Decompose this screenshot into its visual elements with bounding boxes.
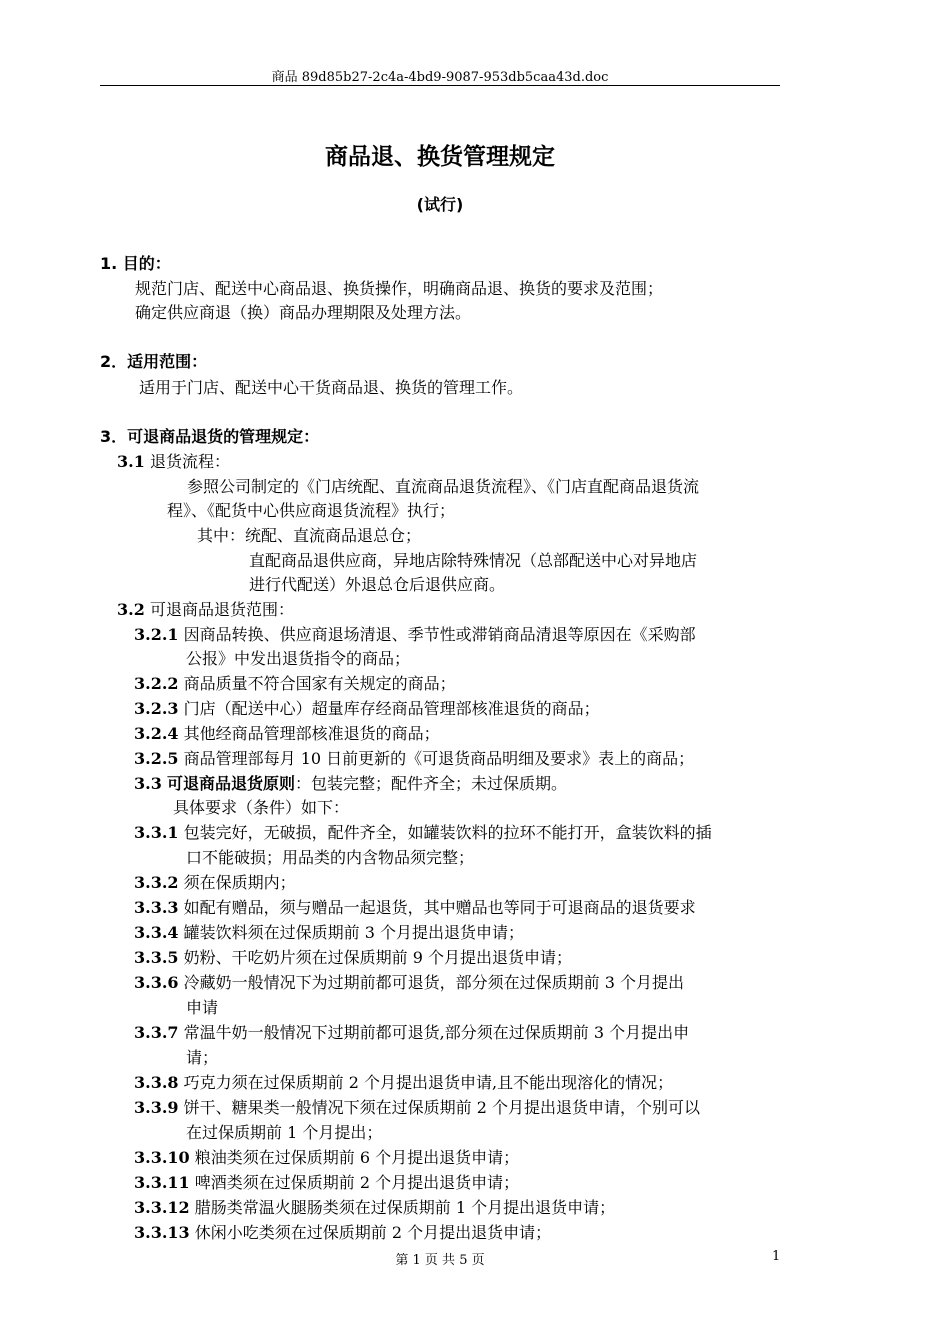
- document-subtitle: (试行): [416, 195, 464, 214]
- item-text: 退货流程：: [149, 452, 230, 471]
- item-text: 包装完好，无破损，配件齐全，如罐装饮料的拉环不能打开，盒装饮料的插: [183, 823, 712, 842]
- list-item-3-3-1: [134, 822, 712, 844]
- section-2-heading: 2．适用范围：: [100, 352, 208, 371]
- item-number: 3.3.2: [134, 873, 179, 892]
- item-number: 3.3.5: [134, 948, 179, 967]
- item-text: 可退商品退货范围：: [149, 600, 294, 619]
- item-number: 3.3.9: [134, 1098, 179, 1117]
- item-number: 3.2.3: [134, 699, 179, 718]
- list-item-3-3-5: [134, 947, 572, 969]
- list-item-continuation: 口不能破损；用品类的内含物品须完整；: [186, 848, 475, 867]
- list-item-3-3-12: [134, 1197, 615, 1219]
- list-item-3-3-8: [134, 1072, 673, 1094]
- item-text: 冷藏奶一般情况下为过期前都可退货，部分须在过保质期前 3 个月提出: [183, 973, 684, 992]
- list-item-3-3-4: [134, 922, 524, 944]
- item-text: 粮油类须在过保质期前 6 个月提出退货申请；: [194, 1148, 520, 1167]
- list-item-3-3-9: [134, 1097, 700, 1119]
- subsection-3-1-line: 直配商品退供应商，异地店除特殊情况（总部配送中心对异地店: [249, 551, 698, 570]
- list-item-3-3-2: [134, 872, 296, 894]
- list-item-continuation: 申请: [186, 998, 219, 1017]
- subsection-3-2: [117, 599, 294, 621]
- item-text: 罐装饮料须在过保质期前 3 个月提出退货申请；: [183, 923, 524, 942]
- item-number: 3.3.7: [134, 1023, 179, 1042]
- item-text: 啤酒类须在过保质期前 2 个月提出退货申请；: [194, 1173, 520, 1192]
- section-1-line: 确定供应商退（换）商品办理期限及处理方法。: [135, 303, 472, 322]
- subsection-3-1-line: 参照公司制定的《门店统配、直流商品退货流程》、《门店直配商品退货流: [187, 477, 700, 496]
- item-number: 3.3.12: [134, 1198, 190, 1217]
- item-text: 门店（配送中心）超量库存经商品管理部核准退货的商品；: [183, 699, 600, 718]
- item-text: 须在保质期内；: [183, 873, 296, 892]
- section-1-heading: 1. 目的：: [100, 254, 171, 273]
- item-number: 3.2.1: [134, 625, 179, 644]
- list-item-continuation: 公报》中发出退货指令的商品；: [186, 649, 411, 668]
- list-item-3-3-10: [134, 1147, 519, 1169]
- list-item-3-3-6: [134, 972, 684, 994]
- list-item-3-2-2: [134, 673, 456, 695]
- list-item-3-3-3: [134, 897, 696, 919]
- item-number: 3.1: [117, 452, 145, 471]
- item-text: 腊肠类常温火腿肠类须在过保质期前 1 个月提出退货申请；: [194, 1198, 616, 1217]
- item-text: 如配有赠品，须与赠品一起退货，其中赠品也等同于可退商品的退货要求: [183, 898, 696, 917]
- item-number: 3.3.10: [134, 1148, 190, 1167]
- item-text: 因商品转换、供应商退场清退、季节性或滞销商品清退等原因在《采购部: [183, 625, 696, 644]
- subsection-3-1-line: 其中：统配、直流商品退总仓；: [197, 526, 422, 545]
- item-number: 3.3.1: [134, 823, 179, 842]
- principle-text: ：包装完整；配件齐全；未过保质期。: [294, 774, 567, 793]
- item-number: 3.3: [134, 774, 162, 793]
- list-item-3-2-1: [134, 624, 696, 646]
- subsection-3-1-line: 进行代配送）外退总仓后退供应商。: [249, 575, 506, 594]
- list-item-3-3-7: [134, 1022, 689, 1044]
- item-text: 商品质量不符合国家有关规定的商品；: [183, 674, 456, 693]
- item-number: 3.2.5: [134, 749, 179, 768]
- list-item-3-3-13: [134, 1222, 551, 1244]
- page-number: 1: [772, 1249, 781, 1264]
- requirements-intro: 具体要求（条件）如下：: [173, 798, 350, 817]
- item-number: 3.3.4: [134, 923, 179, 942]
- list-item-continuation: 在过保质期前 1 个月提出；: [186, 1123, 383, 1142]
- list-item-3-2-4: [134, 723, 440, 745]
- section-1-line: 规范门店、配送中心商品退、换货操作，明确商品退、换货的要求及范围；: [135, 279, 664, 298]
- header-divider: [100, 85, 780, 86]
- item-text: 常温牛奶一般情况下过期前都可退货,部分须在过保质期前 3 个月提出申: [183, 1023, 690, 1042]
- item-text: 饼干、糖果类一般情况下须在过保质期前 2 个月提出退货申请，个别可以: [183, 1098, 700, 1117]
- page-footer: 第 1 页 共 5 页: [395, 1253, 485, 1268]
- subsection-3-1-line: 程》、《配货中心供应商退货流程》执行；: [167, 501, 456, 520]
- item-number: 3.2.4: [134, 724, 179, 743]
- item-number: 3.3.13: [134, 1223, 190, 1242]
- item-text: 休闲小吃类须在过保质期前 2 个月提出退货申请；: [194, 1223, 552, 1242]
- item-text: 其他经商品管理部核准退货的商品；: [183, 724, 440, 743]
- subsection-3-1: [117, 451, 230, 473]
- subsection-3-3: [134, 773, 567, 795]
- item-text: 巧克力须在过保质期前 2 个月提出退货申请,且不能出现溶化的情况；: [183, 1073, 674, 1092]
- document-header-filename: 商品 89d85b27-2c4a-4bd9-9087-953db5caa43d.doc: [271, 70, 609, 85]
- list-item-3-3-11: [134, 1172, 519, 1194]
- list-item-continuation: 请；: [186, 1048, 219, 1067]
- item-number: 3.2.2: [134, 674, 179, 693]
- item-number: 3.3.3: [134, 898, 179, 917]
- document-title: 商品退、换货管理规定: [325, 144, 555, 170]
- principle-label: 可退商品退货原则: [166, 774, 295, 793]
- section-2-line: 适用于门店、配送中心干货商品退、换货的管理工作。: [139, 378, 524, 397]
- list-item-3-2-3: [134, 698, 600, 720]
- item-text: 奶粉、干吃奶片须在过保质期前 9 个月提出退货申请；: [183, 948, 572, 967]
- section-3-heading: 3．可退商品退货的管理规定：: [100, 427, 320, 446]
- item-text: 商品管理部每月 10 日前更新的《可退货商品明细及要求》表上的商品；: [183, 749, 695, 768]
- item-number: 3.3.11: [134, 1173, 190, 1192]
- item-number: 3.3.8: [134, 1073, 179, 1092]
- item-number: 3.2: [117, 600, 145, 619]
- list-item-3-2-5: [134, 748, 694, 770]
- item-number: 3.3.6: [134, 973, 179, 992]
